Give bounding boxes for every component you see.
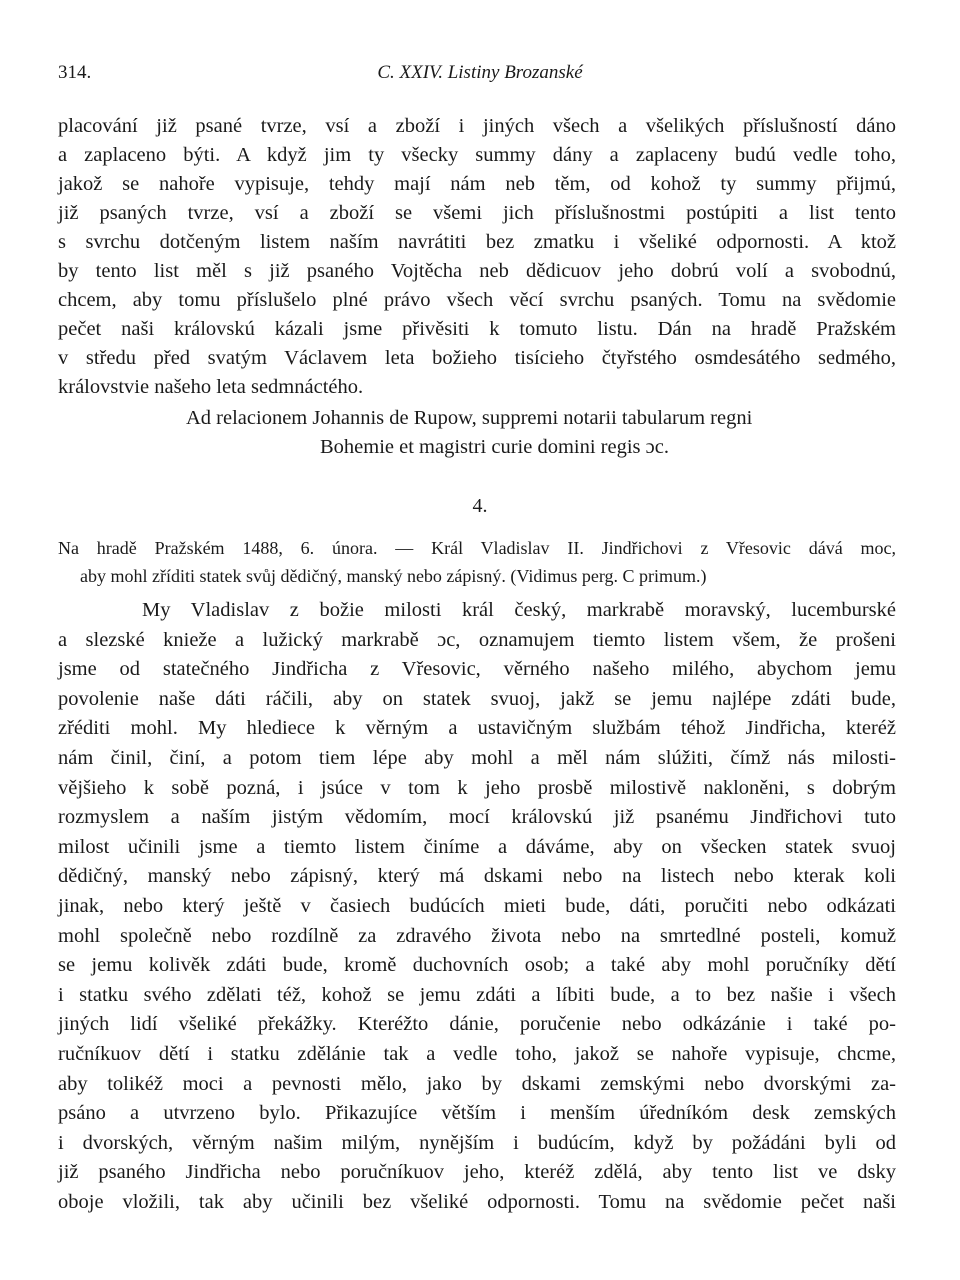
text-line: pečet naši královskú kázali jsme přivěsiti k tomuto listu. Dán na hradě Pražském: [58, 318, 896, 340]
text-line: by tento list měl s již psaného Vojtěcha neb dědicuov jeho dobrú volí a svobodnú,: [58, 260, 896, 282]
text-line: aby tolikéž moci a pevnosti mělo, jako by dskami zemskými nebo dvorskými za-: [58, 1072, 896, 1095]
text-line: ručníkuov dětí i statku zdělánie tak a vedle toho, jakož se nahoře vypisuje, chcme,: [58, 1042, 896, 1065]
text-line: mohl společně nebo rozdílně za zdravého života nebo na smrtedlné posteli, komuž: [58, 924, 896, 947]
text-line: jinak, nebo který ještě v časiech budúcích mieti bude, dáti, poručiti nebo odkázati: [58, 894, 896, 917]
text-line: zřéditi mohl. My hlediece k věrným a ustavičným službám téhož Jindřicha, kteréž: [58, 717, 896, 740]
running-head: [0, 62, 960, 90]
text-line: jiných lidí všeliké překážky. Kteréžto dánie, poručenie nebo odkázánie i také po-: [58, 1013, 896, 1036]
text-line: a slezské knieže a lužický markrabě ɔc, oznamujem tiemto listem všem, že prošeni: [58, 628, 896, 651]
text-line: milost učinili jsme a tiemto listem činíme a dáváme, aby on všecken statek svuoj: [58, 835, 896, 858]
text-line: již psaných tvrze, vsí a zboží se všemi jich příslušnostmi postúpiti a list tento: [58, 202, 896, 224]
text-line: rozmyslem a naším jistým vědomím, mocí královskú již psanému Jindřichovi tuto: [58, 806, 896, 829]
text-line: dědičný, manský nebo zápisný, který má dskami nebo na listech nebo kterak koli: [58, 865, 896, 888]
text-line: i statku svého zdělati též, kohož se jemu zdáti a líbiti bude, a to bez našie i všech: [58, 983, 896, 1006]
text-line: My Vladislav z božie milosti král český, markrabě moravský, lucemburské: [142, 599, 896, 621]
text-line: placování již psané tvrze, vsí a zboží i jiných všech a všelikých příslušností dáno: [58, 115, 896, 137]
text-line: i dvorských, věrným našim milým, nynějším i budúcím, když by požádáni byli od: [58, 1131, 896, 1154]
text-line: královstvie našeho leta sedmnáctého.: [58, 376, 364, 398]
text-line: se jemu kolivěk zdáti bude, kromě duchovních osob; a také aby mohl poručníky dětí: [58, 954, 896, 977]
charter-text: [58, 596, 896, 1217]
text-line: oboje vložili, tak aby učinili bez všeliké odpornosti. Tomu na svědomie pečet naši: [58, 1190, 896, 1213]
text-line: s svrchu dotčeným listem naším navrátiti bez zmatku i všeliké odpornosti. A ktož: [58, 231, 896, 253]
regest-line: Na hradě Pražském 1488, 6. února. — Král Vladislav II. Jindřichovi z Vřesovic dává moc,: [58, 538, 896, 558]
regest-line: aby mohl zříditi statek svůj dědičný, manský nebo zápisný. (Vidimus perg. C primum.): [80, 566, 707, 586]
page-number: 314.: [58, 62, 92, 83]
text-line: v středu před svatým Václavem leta božieho tisícieho čtyřstého osmdesátého sedmého,: [58, 347, 896, 369]
text-line: a zaplaceno býti. A když jim ty všecky summy dány a zaplaceny budú vedle toho,: [58, 144, 896, 166]
text-line: již psaného Jindřicha nebo poručníkuov jeho, kteréž zdělá, aby tento list ve dsky: [58, 1161, 896, 1184]
running-title: C. XXIV. Listiny Brozanské: [377, 62, 583, 83]
continuation-paragraph: [58, 112, 896, 402]
text-line: vějšieho k sobě pozná, i jsúce v tom k jeho prosbě milostivě nakloněni, s dobrým: [58, 776, 896, 799]
relation-note: [186, 404, 876, 462]
relation-line: Bohemie et magistri curie domini regis ɔc.: [320, 436, 669, 458]
regest-summary: [58, 534, 896, 590]
text-line: psáno a utvrzeno bylo. Přikazujíce větším i menším úředníkóm desk zemských: [58, 1102, 896, 1125]
text-line: jakož se nahoře vypisuje, tehdy mají nám neb těm, od kohož ty summy přijmú,: [58, 173, 896, 195]
text-line: chcem, aby tomu příslušelo plné právo všech věcí svrchu psaných. Tomu na svědomie: [58, 289, 896, 311]
text-line: jsme od statečného Jindřicha z Vřesovic, věrného našeho milého, abychom jemu: [58, 658, 896, 681]
relation-line: Ad relacionem Johannis de Rupow, suppremi notarii tabularum regni: [186, 407, 753, 429]
text-line: nám činil, činí, a potom tiem lépe aby mohl a měl nám slúžiti, čímž nás milosti-: [58, 746, 896, 769]
document-number: 4.: [472, 495, 488, 517]
text-line: povolenie naše dáti ráčili, aby on statek svuoj, jakž se jemu najlépe zdáti bude,: [58, 687, 896, 710]
